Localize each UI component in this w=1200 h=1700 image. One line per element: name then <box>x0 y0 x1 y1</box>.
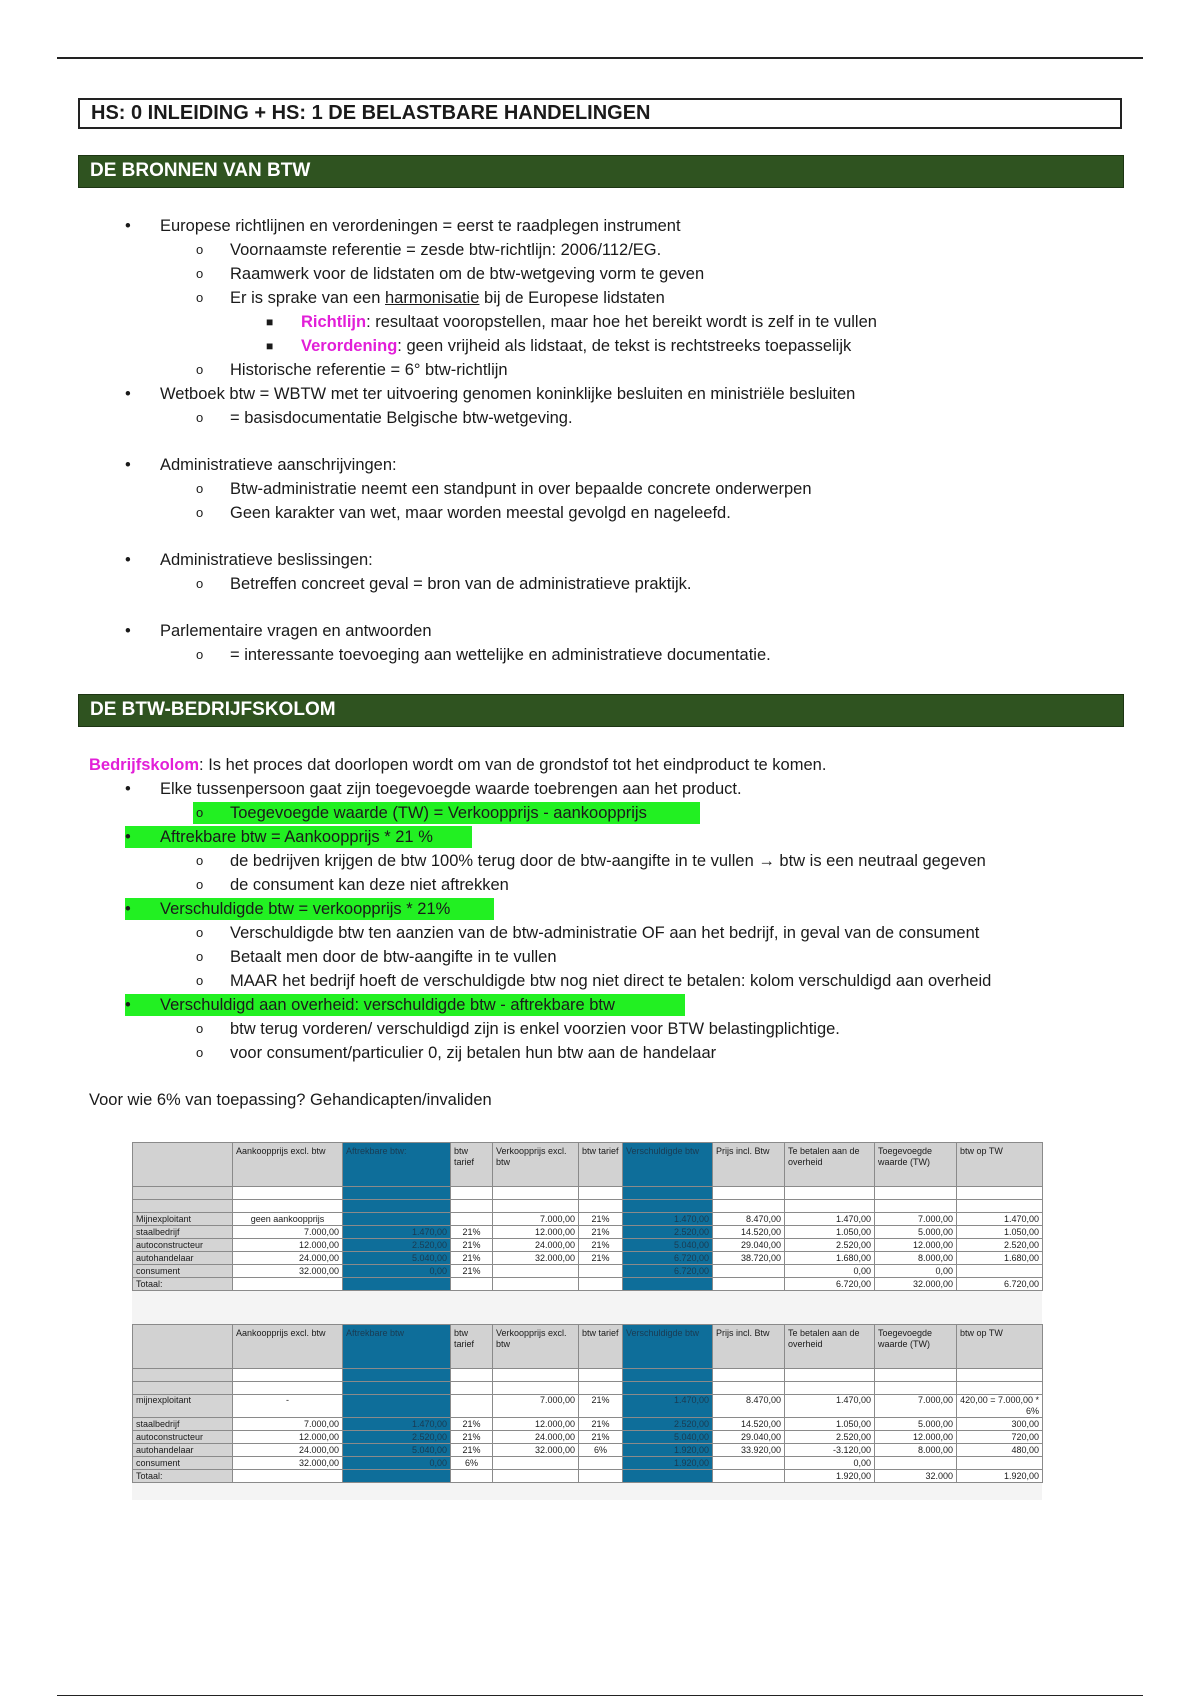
table-cell <box>957 1382 1043 1395</box>
list-item-highlighted: o Toegevoegde waarde (TW) = Verkoopprijs - aankoopprijs <box>0 801 1200 825</box>
bottom-rule <box>57 1695 1143 1696</box>
table-cell: 12.000,00 <box>233 1431 343 1444</box>
table-cell: 1.920,00 <box>957 1470 1043 1483</box>
row-label: autoconstructeur <box>133 1431 233 1444</box>
table-row <box>133 1239 1043 1252</box>
table-header-cell: Verkoopprijs excl. btw <box>493 1325 579 1369</box>
table-cell <box>343 1278 451 1291</box>
table-cell <box>343 1187 451 1200</box>
table-cell: 21% <box>451 1444 493 1457</box>
table-cell: 5.040,00 <box>623 1239 713 1252</box>
table-row <box>133 1470 1043 1483</box>
table-cell: 2.520,00 <box>623 1418 713 1431</box>
table-cell: 1.680,00 <box>957 1252 1043 1265</box>
table-cell <box>957 1369 1043 1382</box>
table-cell: 1.050,00 <box>785 1226 875 1239</box>
table-cell <box>233 1200 343 1213</box>
table-row <box>133 1213 1043 1226</box>
table-cell: 1.920,00 <box>785 1470 875 1483</box>
table-cell <box>713 1200 785 1213</box>
table-cell: 14.520,00 <box>713 1418 785 1431</box>
table-spacer-row <box>133 1369 1043 1382</box>
table-cell: 1.470,00 <box>343 1226 451 1239</box>
table-cell: 8.000,00 <box>875 1444 957 1457</box>
table-cell: 300,00 <box>957 1418 1043 1431</box>
vat-table-6 <box>132 1324 1043 1483</box>
list-item: o Betreffen concreet geval = bron van de administratieve praktijk. <box>196 575 692 593</box>
row-label: consument <box>133 1457 233 1470</box>
row-label: Totaal: <box>133 1278 233 1291</box>
table-cell <box>233 1187 343 1200</box>
table-header-cell <box>133 1325 233 1369</box>
table-header-cell: Prijs incl. Btw <box>713 1143 785 1187</box>
table-cell <box>579 1200 623 1213</box>
table-cell: 2.520,00 <box>623 1226 713 1239</box>
table-cell: 24.000,00 <box>233 1252 343 1265</box>
table-cell <box>133 1369 233 1382</box>
row-label: consument <box>133 1265 233 1278</box>
table-header-row <box>133 1325 1043 1369</box>
table-cell: 21% <box>579 1213 623 1226</box>
table-header-cell: Aftrekbare btw <box>343 1325 451 1369</box>
table-cell <box>451 1369 493 1382</box>
table-row <box>133 1278 1043 1291</box>
table-cell <box>875 1200 957 1213</box>
table-cell: 12.000,00 <box>875 1431 957 1444</box>
table-cell <box>343 1470 451 1483</box>
table-cell: 2.520,00 <box>957 1239 1043 1252</box>
table-cell <box>493 1187 579 1200</box>
table-header-cell: btw op TW <box>957 1143 1043 1187</box>
row-label: autohandelaar <box>133 1444 233 1457</box>
table-cell: 32.000,00 <box>233 1265 343 1278</box>
table-cell <box>493 1382 579 1395</box>
table-cell <box>875 1382 957 1395</box>
table-header-cell: Verkoopprijs excl. btw <box>493 1143 579 1187</box>
list-item: o = interessante toevoeging aan wettelijke en administratieve documentatie. <box>196 646 771 664</box>
table-cell: 1.680,00 <box>785 1252 875 1265</box>
table-cell <box>493 1369 579 1382</box>
table-cell <box>343 1200 451 1213</box>
table-cell: 32.000 <box>875 1470 957 1483</box>
table-cell: 7.000,00 <box>233 1226 343 1239</box>
list-item-highlighted: • Aftrekbare btw = Aankoopprijs * 21 % <box>0 825 1200 849</box>
table-cell <box>579 1187 623 1200</box>
table-cell: 24.000,00 <box>493 1239 579 1252</box>
table-cell <box>233 1369 343 1382</box>
table-header-cell: btw tarief <box>451 1143 493 1187</box>
table-cell <box>875 1457 957 1470</box>
table-cell: 21% <box>579 1252 623 1265</box>
table-cell <box>623 1470 713 1483</box>
table-cell: 7.000,00 <box>493 1395 579 1418</box>
section-heading-bedrijfskolom: DE BTW-BEDRIJFSKOLOM <box>78 694 1124 727</box>
table-cell <box>493 1278 579 1291</box>
table-cell: 5.000,00 <box>875 1418 957 1431</box>
table-cell <box>713 1278 785 1291</box>
question-line: Voor wie 6% van toepassing? Gehandicapten/invaliden <box>89 1091 492 1109</box>
table-cell <box>233 1382 343 1395</box>
table-cell <box>623 1369 713 1382</box>
table-cell <box>579 1265 623 1278</box>
table-cell <box>233 1278 343 1291</box>
table-cell <box>785 1369 875 1382</box>
table-cell: 21% <box>451 1418 493 1431</box>
table-row <box>133 1444 1043 1457</box>
table-cell <box>451 1395 493 1418</box>
vat-table-21 <box>132 1142 1043 1291</box>
section-heading-bronnen: DE BRONNEN VAN BTW <box>78 155 1124 188</box>
table-cell: 1.470,00 <box>785 1213 875 1226</box>
list-item: o Btw-administratie neemt een standpunt in over bepaalde concrete onderwerpen <box>196 480 812 498</box>
table-cell <box>875 1369 957 1382</box>
table-row <box>133 1457 1043 1470</box>
row-label: autohandelaar <box>133 1252 233 1265</box>
table-cell: 1.920,00 <box>623 1457 713 1470</box>
table-cell: 5.040,00 <box>623 1431 713 1444</box>
table-cell: 8.470,00 <box>713 1213 785 1226</box>
list-item: • Parlementaire vragen en antwoorden <box>125 622 432 640</box>
bedrijfskolom-list <box>0 753 1200 1112</box>
table-cell <box>451 1187 493 1200</box>
table-cell: 33.920,00 <box>713 1444 785 1457</box>
table-cell <box>713 1457 785 1470</box>
list-item: o Betaalt men door de btw-aangifte in te vullen <box>196 948 557 966</box>
table-cell: 6.720,00 <box>623 1265 713 1278</box>
table-cell: 1.470,00 <box>957 1213 1043 1226</box>
table-cell: 8.000,00 <box>875 1252 957 1265</box>
top-rule <box>57 57 1143 59</box>
table-cell: 1.470,00 <box>785 1395 875 1418</box>
table-cell <box>785 1382 875 1395</box>
list-item: • Wetboek btw = WBTW met ter uitvoering genomen koninklijke besluiten en ministriële besluiten <box>125 385 856 403</box>
table-spacer-row <box>133 1382 1043 1395</box>
table-header-cell: Te betalen aan de overheid <box>785 1143 875 1187</box>
table-cell <box>343 1213 451 1226</box>
table-cell <box>957 1265 1043 1278</box>
table-cell <box>579 1470 623 1483</box>
table-cell: 21% <box>579 1239 623 1252</box>
table-cell: 29.040,00 <box>713 1239 785 1252</box>
table-cell <box>579 1278 623 1291</box>
table-cell <box>579 1369 623 1382</box>
table-cell <box>713 1470 785 1483</box>
table-cell: 21% <box>451 1239 493 1252</box>
table-cell: 24.000,00 <box>493 1431 579 1444</box>
table-cell: 2.520,00 <box>343 1431 451 1444</box>
table-cell: 24.000,00 <box>233 1444 343 1457</box>
table-cell: 7.000,00 <box>875 1395 957 1418</box>
table-header-cell: Toegevoegde waarde (TW) <box>875 1325 957 1369</box>
table-cell: 21% <box>579 1226 623 1239</box>
list-item: o Verschuldigde btw ten aanzien van de btw-administratie OF aan het bedrijf, in geval van de consument <box>196 924 980 942</box>
table-cell: 5.000,00 <box>875 1226 957 1239</box>
list-item: o Geen karakter van wet, maar worden meestal gevolgd en nageleefd. <box>196 504 731 522</box>
table-cell: 420,00 = 7.000,00 * 6% <box>957 1395 1043 1418</box>
list-item: o de consument kan deze niet aftrekken <box>196 876 509 894</box>
table-header-cell: btw tarief <box>579 1143 623 1187</box>
list-item: o de bedrijven krijgen de btw 100% terug door de btw-aangifte in te vullen → btw is een neutraal gegeven <box>196 852 986 870</box>
row-label: autoconstructeur <box>133 1239 233 1252</box>
table-cell: 1.470,00 <box>623 1395 713 1418</box>
table-cell: 6.720,00 <box>957 1278 1043 1291</box>
table-cell: 32.000,00 <box>875 1278 957 1291</box>
table-cell: 8.470,00 <box>713 1395 785 1418</box>
table-cell: 29.040,00 <box>713 1431 785 1444</box>
table-cell <box>451 1213 493 1226</box>
table-cell: 21% <box>451 1431 493 1444</box>
list-item: o voor consument/particulier 0, zij betalen hun btw aan de handelaar <box>196 1044 717 1062</box>
table-cell <box>713 1369 785 1382</box>
definition: Bedrijfskolom: Is het proces dat doorlopen wordt om van de grondstof tot het eindproduct te komen. <box>89 756 827 774</box>
table-cell: 6.720,00 <box>785 1278 875 1291</box>
list-item: ■ Verordening: geen vrijheid als lidstaat, de tekst is rechtstreeks toepasselijk <box>266 337 852 355</box>
table-cell: geen aankoopprijs <box>233 1213 343 1226</box>
table-cell: 5.040,00 <box>343 1252 451 1265</box>
table-cell <box>957 1200 1043 1213</box>
table-cell: 0,00 <box>785 1457 875 1470</box>
row-label: staalbedrijf <box>133 1418 233 1431</box>
table-cell: 6.720,00 <box>623 1252 713 1265</box>
list-item-highlighted: • Verschuldigd aan overheid: verschuldigde btw - aftrekbare btw <box>0 993 1200 1017</box>
table-row <box>133 1395 1043 1418</box>
table-cell: 0,00 <box>875 1265 957 1278</box>
table-header-cell: Verschuldigde btw <box>623 1143 713 1187</box>
list-item: o Raamwerk voor de lidstaten om de btw-wetgeving vorm te geven <box>196 265 705 283</box>
table-cell <box>493 1470 579 1483</box>
list-item: • Elke tussenpersoon gaat zijn toegevoegde waarde toebrengen aan het product. <box>125 780 742 798</box>
table-cell <box>133 1187 233 1200</box>
row-label: Totaal: <box>133 1470 233 1483</box>
table-cell <box>451 1278 493 1291</box>
table-header-cell: Aftrekbare btw: <box>343 1143 451 1187</box>
table-cell <box>957 1457 1043 1470</box>
table-cell <box>493 1200 579 1213</box>
table-cell <box>875 1187 957 1200</box>
table-spacer-row <box>133 1200 1043 1213</box>
table-cell: 21% <box>451 1252 493 1265</box>
table-cell <box>713 1187 785 1200</box>
table-cell <box>623 1187 713 1200</box>
table-cell <box>713 1382 785 1395</box>
table-cell: 21% <box>579 1395 623 1418</box>
table-header-cell: btw tarief <box>579 1325 623 1369</box>
table-header-cell: Aankoopprijs excl. btw <box>233 1143 343 1187</box>
row-label: Mijnexploitant <box>133 1213 233 1226</box>
row-label: mijnexploitant <box>133 1395 233 1418</box>
table-cell: 12.000,00 <box>233 1239 343 1252</box>
list-item: o Er is sprake van een harmonisatie bij de Europese lidstaten <box>196 289 665 307</box>
list-item-highlighted: • Verschuldigde btw = verkoopprijs * 21% <box>0 897 1200 921</box>
list-item: o Historische referentie = 6° btw-richtlijn <box>196 361 508 379</box>
table-cell: -3.120,00 <box>785 1444 875 1457</box>
table-cell <box>623 1200 713 1213</box>
table-cell <box>343 1369 451 1382</box>
table-header-cell: Verschuldigde btw <box>623 1325 713 1369</box>
table-cell: 6% <box>451 1457 493 1470</box>
table-cell: 1.470,00 <box>623 1213 713 1226</box>
vat-tables <box>132 1142 1042 1500</box>
table-cell <box>579 1382 623 1395</box>
table-cell <box>133 1200 233 1213</box>
table-cell <box>623 1278 713 1291</box>
table-cell: 32.000,00 <box>233 1457 343 1470</box>
table-cell: 12.000,00 <box>493 1418 579 1431</box>
table-cell: 2.520,00 <box>343 1239 451 1252</box>
table-cell <box>451 1470 493 1483</box>
table-cell <box>451 1382 493 1395</box>
table-row <box>133 1226 1043 1239</box>
list-item: o btw terug vorderen/ verschuldigd zijn is enkel voorzien voor BTW belastingplichtige. <box>196 1020 840 1038</box>
table-spacer-row <box>133 1187 1043 1200</box>
table-cell <box>579 1457 623 1470</box>
table-cell: 7.000,00 <box>493 1213 579 1226</box>
table-cell <box>493 1265 579 1278</box>
table-cell <box>957 1187 1043 1200</box>
row-label: staalbedrijf <box>133 1226 233 1239</box>
table-cell: 32.000,00 <box>493 1444 579 1457</box>
list-item: o = basisdocumentatie Belgische btw-wetgeving. <box>196 409 573 427</box>
table-cell <box>133 1382 233 1395</box>
table-cell <box>451 1200 493 1213</box>
table-row <box>133 1418 1043 1431</box>
table-cell: 14.520,00 <box>713 1226 785 1239</box>
table-header-row <box>133 1143 1043 1187</box>
table-cell: 0,00 <box>343 1457 451 1470</box>
table-cell: 1.050,00 <box>785 1418 875 1431</box>
list-item: o Voornaamste referentie = zesde btw-richtlijn: 2006/112/EG. <box>196 241 662 259</box>
table-cell <box>343 1382 451 1395</box>
table-header-cell <box>133 1143 233 1187</box>
table-header-cell: Toegevoegde waarde (TW) <box>875 1143 957 1187</box>
table-cell: 7.000,00 <box>875 1213 957 1226</box>
list-item: ■ Richtlijn: resultaat vooropstellen, maar hoe het bereikt wordt is zelf in te vullen <box>266 313 877 331</box>
table-cell: 38.720,00 <box>713 1252 785 1265</box>
table-header-cell: btw op TW <box>957 1325 1043 1369</box>
table-cell: 1.050,00 <box>957 1226 1043 1239</box>
table-cell: - <box>233 1395 343 1418</box>
list-item: o MAAR het bedrijf hoeft de verschuldigde btw nog niet direct te betalen: kolom verschuldigd aan overheid <box>196 972 992 990</box>
table-cell <box>233 1470 343 1483</box>
table-cell <box>343 1395 451 1418</box>
table-cell: 1.920,00 <box>623 1444 713 1457</box>
page-title: HS: 0 INLEIDING + HS: 1 DE BELASTBARE HANDELINGEN <box>78 98 1122 129</box>
table-cell: 12.000,00 <box>875 1239 957 1252</box>
table-cell: 480,00 <box>957 1444 1043 1457</box>
table-cell: 0,00 <box>343 1265 451 1278</box>
table-row <box>133 1252 1043 1265</box>
list-item: • Administratieve beslissingen: <box>125 551 373 569</box>
table-cell: 7.000,00 <box>233 1418 343 1431</box>
table-cell: 6% <box>579 1444 623 1457</box>
table-cell: 2.520,00 <box>785 1239 875 1252</box>
table-cell <box>493 1457 579 1470</box>
table-header-cell: btw tarief <box>451 1325 493 1369</box>
list-item: • Europese richtlijnen en verordeningen = eerst te raadplegen instrument <box>125 217 681 235</box>
table-cell: 1.470,00 <box>343 1418 451 1431</box>
table-cell: 720,00 <box>957 1431 1043 1444</box>
table-header-cell: Te betalen aan de overheid <box>785 1325 875 1369</box>
table-row <box>133 1431 1043 1444</box>
table-cell: 21% <box>451 1265 493 1278</box>
table-cell: 21% <box>451 1226 493 1239</box>
table-header-cell: Aankoopprijs excl. btw <box>233 1325 343 1369</box>
table-cell: 21% <box>579 1431 623 1444</box>
bronnen-list <box>0 214 1200 667</box>
table-cell: 0,00 <box>785 1265 875 1278</box>
table-row <box>133 1265 1043 1278</box>
table-header-cell: Prijs incl. Btw <box>713 1325 785 1369</box>
table-cell: 2.520,00 <box>785 1431 875 1444</box>
table-cell: 12.000,00 <box>493 1226 579 1239</box>
table-cell <box>623 1382 713 1395</box>
table-cell <box>713 1265 785 1278</box>
table-cell: 5.040,00 <box>343 1444 451 1457</box>
table-cell: 21% <box>579 1418 623 1431</box>
table-cell: 32.000,00 <box>493 1252 579 1265</box>
list-item: • Administratieve aanschrijvingen: <box>125 456 397 474</box>
table-cell <box>785 1200 875 1213</box>
table-cell <box>785 1187 875 1200</box>
